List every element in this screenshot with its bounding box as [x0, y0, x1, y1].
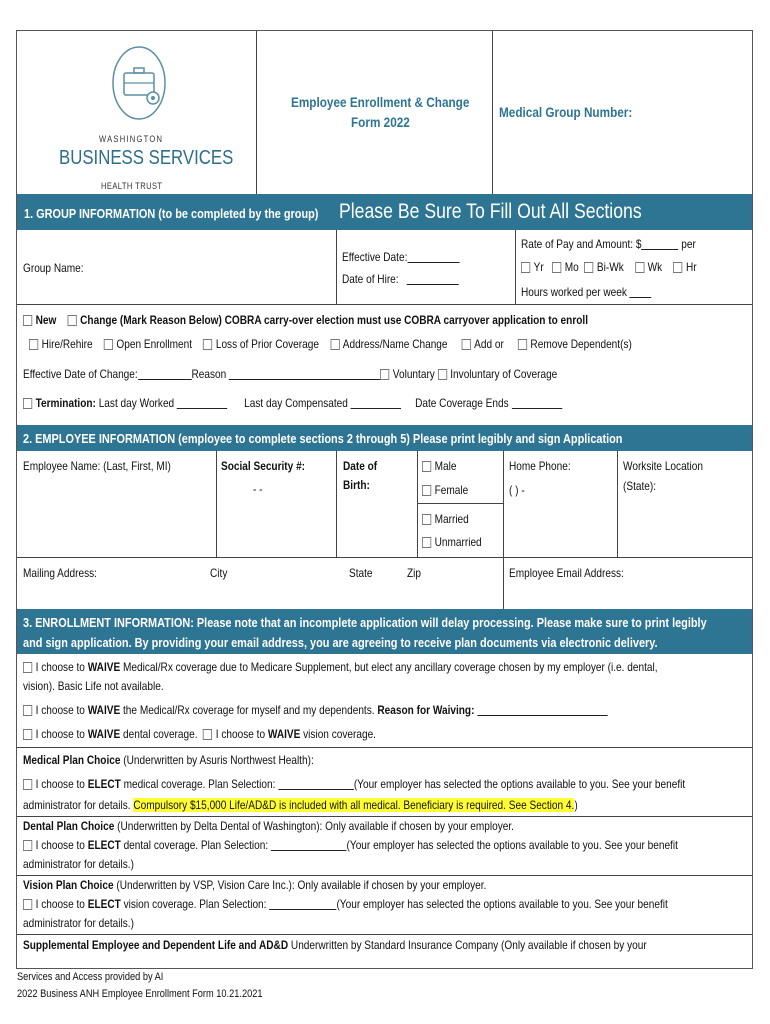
ssn-dashes: - -: [253, 482, 263, 496]
reason-for-waiving-field[interactable]: [477, 703, 607, 716]
zip-label: Zip: [407, 566, 422, 580]
medical-group-number-label: Medical Group Number:: [499, 104, 633, 120]
rate-of-pay-field[interactable]: [641, 237, 678, 250]
waive-medicare-checkbox[interactable]: [23, 662, 32, 673]
dob-label-1: Date of: [343, 459, 378, 473]
hours-worked-field[interactable]: [630, 285, 652, 298]
unmarried-option: Unmarried: [422, 535, 482, 550]
new-checkbox[interactable]: [23, 315, 32, 326]
add-dependent-checkbox[interactable]: [462, 339, 471, 350]
loss-of-prior-coverage-checkbox[interactable]: [203, 339, 212, 350]
hours-worked-label: Hours worked per week: [521, 285, 652, 300]
home-phone-label: Home Phone:: [509, 459, 571, 473]
waive-dental-checkbox[interactable]: [23, 729, 32, 740]
last-day-worked-field[interactable]: [177, 396, 227, 409]
vision-plan-selection-field[interactable]: [269, 897, 336, 910]
section-2-header: [17, 425, 752, 451]
date-of-hire-field[interactable]: [407, 272, 459, 285]
change-reasons-row: Hire/Rehire Open Enrollment Loss of Prior Coverage Address/Name Change Add or Remove Dependent(s): [29, 337, 632, 352]
logo-line-1: WASHINGTON: [99, 134, 164, 144]
state-label: State: [349, 566, 373, 580]
hire-rehire-checkbox[interactable]: [29, 339, 38, 350]
vision-plan-heading: Vision Plan Choice (Underwritten by VSP, Vision Care Inc.): Only available if chosen by your employer.: [23, 878, 487, 892]
medical-plan-heading: Medical Plan Choice (Underwritten by Asuris Northwest Health):: [23, 753, 314, 767]
pay-period-options: Yr Mo Bi-Wk Wk Hr: [521, 260, 697, 275]
section-3-title-2: and sign application. By providing your email address, you are agreeing to receive plan documents via electronic delivery.: [23, 635, 658, 650]
medical-admin-row: administrator for details. Compulsory $15,000 Life/AD&D is included with all medical. Beneficiary is required. See Section 4.): [23, 798, 578, 812]
new-change-row: New Change (Mark Reason Below) COBRA carry-over election must use COBRA carryover application to enroll: [23, 313, 588, 328]
date-coverage-ends-field[interactable]: [511, 396, 561, 409]
pay-period-biwk-checkbox[interactable]: [584, 262, 593, 273]
worksite-label-2: (State):: [623, 479, 657, 493]
effective-date-label: Effective Date:: [342, 250, 459, 265]
male-checkbox[interactable]: [422, 461, 431, 472]
rate-of-pay-label: Rate of Pay and Amount: $ per: [521, 237, 696, 251]
male-option: Male: [422, 459, 456, 474]
female-checkbox[interactable]: [422, 485, 431, 496]
female-option: Female: [422, 483, 468, 498]
waive-medical-checkbox[interactable]: [23, 705, 32, 716]
group-name-label: Group Name:: [23, 261, 84, 275]
dental-plan-selection-field[interactable]: [271, 838, 347, 851]
date-of-hire-label: Date of Hire:: [342, 272, 459, 287]
waive-medicare-line-2: vision). Basic Life not available.: [23, 679, 164, 693]
ssn-label: Social Security #:: [221, 459, 306, 473]
email-label: Employee Email Address:: [509, 566, 624, 580]
effective-date-of-change-row: Effective Date of Change: Reason Voluntary Involuntary of Coverage: [23, 367, 558, 381]
briefcase-gear-icon: [109, 43, 173, 121]
reason-field[interactable]: [229, 367, 380, 380]
form-title-1: Employee Enrollment & Change: [291, 94, 470, 110]
employee-name-label: Employee Name: (Last, First, MI): [23, 459, 171, 473]
unmarried-checkbox[interactable]: [422, 537, 431, 548]
logo-line-2: BUSINESS SERVICES: [59, 147, 234, 169]
medical-elect-row: I choose to ELECT medical coverage. Plan Selection: (Your employer has selected the options available to you. See your benefit: [23, 777, 685, 792]
elect-dental-checkbox[interactable]: [23, 840, 32, 851]
supplemental-life-heading: Supplemental Employee and Dependent Life and AD&D Underwritten by Standard Insurance Company (Only available if chosen by your: [23, 938, 647, 952]
dental-plan-heading: Dental Plan Choice (Underwritten by Delta Dental of Washington): Only available if chosen by your employer.: [23, 819, 514, 833]
elect-medical-checkbox[interactable]: [23, 779, 32, 790]
voluntary-checkbox[interactable]: [380, 369, 389, 380]
medical-plan-selection-field[interactable]: [278, 777, 354, 790]
section-1-header: [17, 194, 752, 230]
married-option: Married: [422, 512, 469, 527]
form-title-2: Form 2022: [351, 114, 410, 130]
waive-medicare-line-1: I choose to WAIVE Medical/Rx coverage due to Medicare Supplement, but elect any ancillary coverage chosen by my employer (i.e. dental,: [23, 660, 658, 675]
waive-dental-vision-row: I choose to WAIVE dental coverage. I choose to WAIVE vision coverage.: [23, 727, 376, 742]
footer-line-1: Services and Access provided by AI: [17, 971, 164, 983]
mailing-address-label: Mailing Address:: [23, 566, 97, 580]
vision-admin-row: administrator for details.): [23, 916, 134, 930]
footer-line-2: 2022 Business ANH Employee Enrollment Form 10.21.2021: [17, 988, 263, 1000]
city-label: City: [210, 566, 228, 580]
enrollment-form: [16, 30, 753, 969]
compulsory-life-note: Compulsory $15,000 Life/AD&D is included with all medical. Beneficiary is required. See Section 4.: [133, 798, 575, 812]
involuntary-checkbox[interactable]: [438, 369, 447, 380]
section-2-title: 2. EMPLOYEE INFORMATION (employee to complete sections 2 through 5) Please print legibly and sign Application: [23, 431, 623, 446]
dental-elect-row: I choose to ELECT dental coverage. Plan Selection: (Your employer has selected the options available to you. See your benefit: [23, 838, 678, 853]
logo-line-3: HEALTH TRUST: [101, 181, 163, 191]
pay-period-yr-checkbox[interactable]: [521, 262, 530, 273]
section-3-title-1: 3. ENROLLMENT INFORMATION: Please note that an incomplete application will delay processing. Please make sure to print legibly: [23, 615, 707, 630]
open-enrollment-checkbox[interactable]: [104, 339, 113, 350]
effective-date-field[interactable]: [407, 250, 459, 263]
waive-medical-row: I choose to WAIVE the Medical/Rx coverage for myself and my dependents. Reason for Waiving:: [23, 703, 607, 718]
elect-vision-checkbox[interactable]: [23, 899, 32, 910]
section-1-tagline: Please Be Sure To Fill Out All Sections: [339, 200, 642, 223]
dental-admin-row: administrator for details.): [23, 857, 134, 871]
married-checkbox[interactable]: [422, 514, 431, 525]
waive-vision-checkbox[interactable]: [203, 729, 212, 740]
last-day-compensated-field[interactable]: [351, 396, 401, 409]
address-name-change-checkbox[interactable]: [330, 339, 339, 350]
pay-period-wk-checkbox[interactable]: [635, 262, 644, 273]
effective-date-of-change-field[interactable]: [138, 367, 192, 380]
worksite-label-1: Worksite Location: [623, 459, 703, 473]
dob-label-2: Birth:: [343, 478, 370, 492]
pay-period-mo-checkbox[interactable]: [552, 262, 561, 273]
pay-period-hr-checkbox[interactable]: [673, 262, 682, 273]
section-3-header: [17, 609, 752, 654]
logo: [57, 39, 234, 191]
remove-dependent-checkbox[interactable]: [518, 339, 527, 350]
termination-row: Termination: Last day Worked Last day Compensated Date Coverage Ends: [23, 396, 562, 411]
vision-elect-row: I choose to ELECT vision coverage. Plan Selection: (Your employer has selected the options available to you. See your benefit: [23, 897, 668, 912]
section-1-title: 1. GROUP INFORMATION (to be completed by the group): [24, 206, 319, 221]
termination-checkbox[interactable]: [23, 398, 32, 409]
change-checkbox[interactable]: [68, 315, 77, 326]
home-phone-format: ( ) -: [509, 483, 525, 497]
